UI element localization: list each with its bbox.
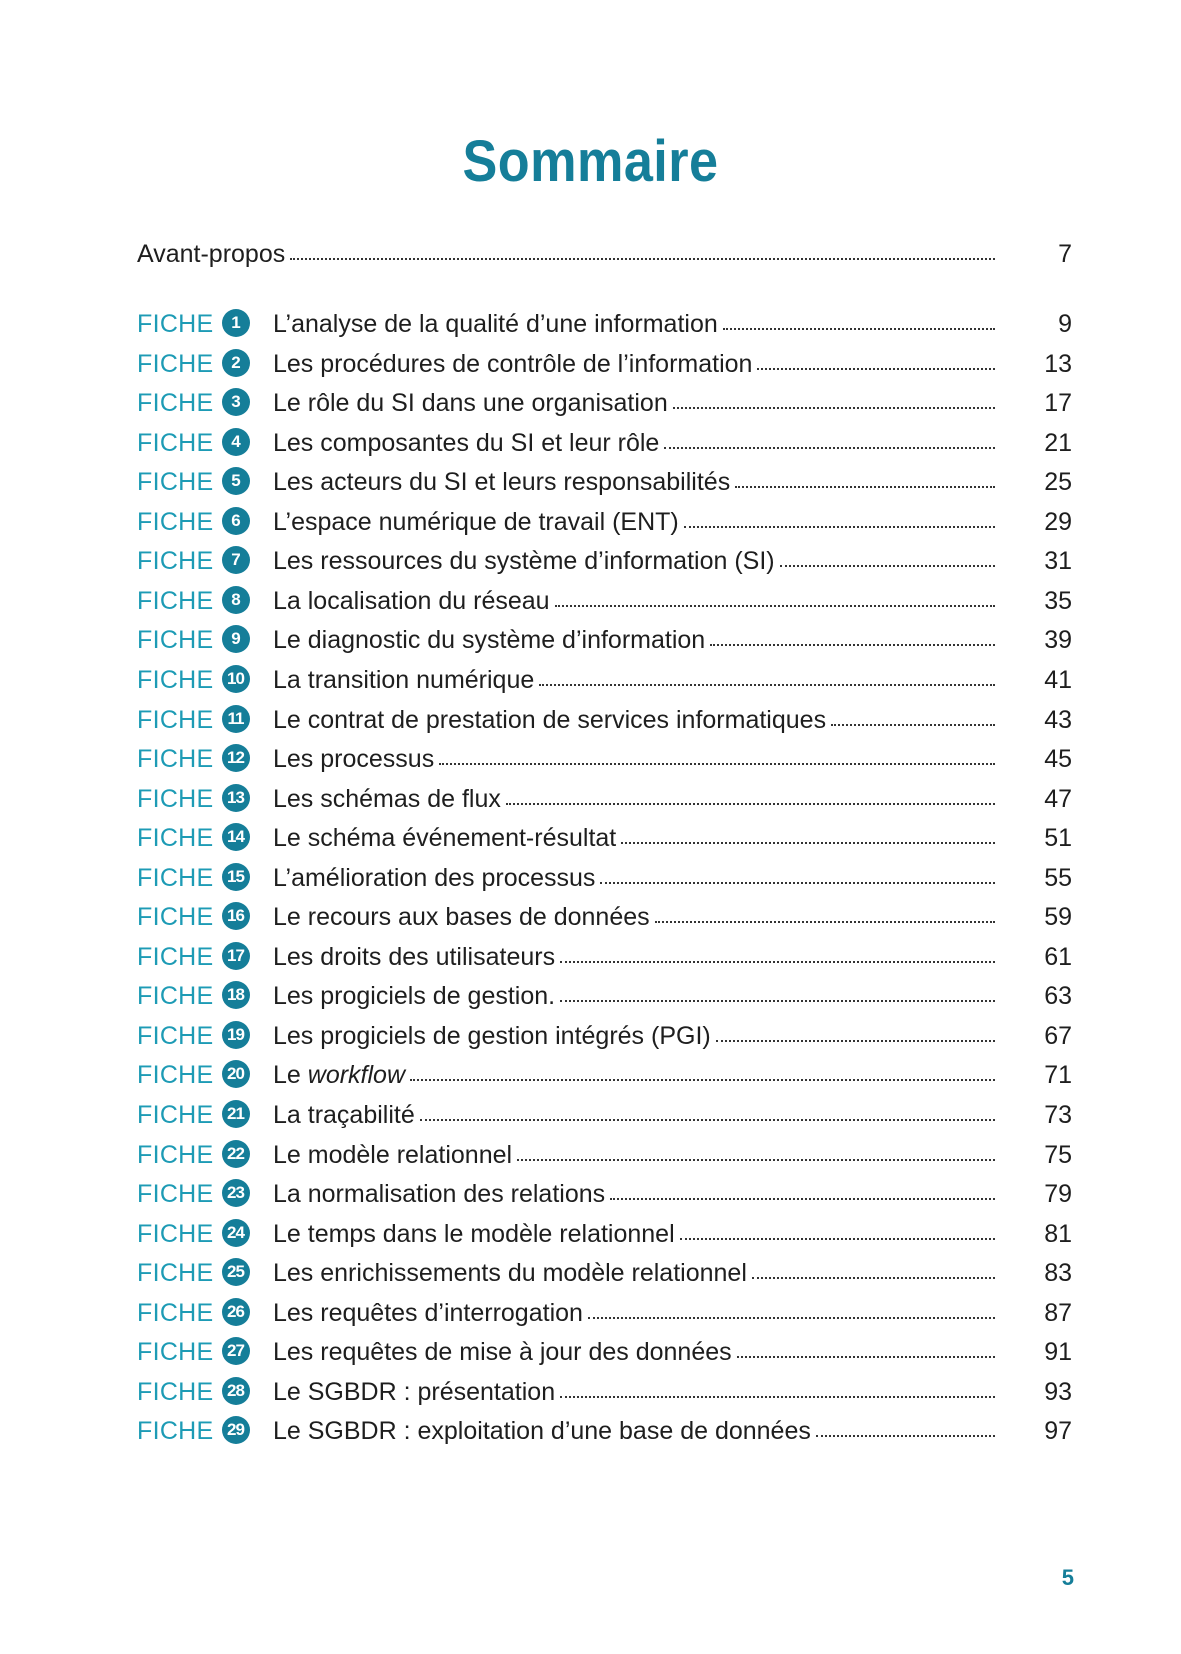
foreword-page-number: 7: [1058, 240, 1072, 268]
dot-leader: [555, 604, 995, 607]
entry-title: Les ressources du système d’information (SI): [273, 547, 775, 575]
entry-page-number: 17: [1044, 389, 1072, 417]
entry-page-number: 47: [1044, 785, 1072, 813]
entry-title-prefix: Le: [273, 1061, 308, 1089]
fiche-number-badge: 20: [222, 1060, 250, 1088]
dot-leader: [831, 723, 995, 726]
fiche-tag: [137, 623, 273, 657]
fiche-tag: [137, 742, 273, 776]
entry-page-number: 21: [1044, 429, 1072, 457]
page-title: Sommaire: [462, 129, 719, 194]
fiche-number-badge: 10: [222, 665, 250, 693]
toc-entry-fiche-13[interactable]: [137, 782, 1072, 816]
fiche-number-badge: 28: [222, 1377, 250, 1405]
entry-page-number: 45: [1044, 745, 1072, 773]
dot-leader: [539, 683, 995, 686]
entry-title: L’espace numérique de travail (ENT): [273, 508, 679, 536]
toc-entry-fiche-1[interactable]: [137, 307, 1072, 341]
entry-page-number: 81: [1044, 1220, 1072, 1248]
fiche-tag: [137, 544, 273, 578]
toc-entry-fiche-18[interactable]: [137, 979, 1072, 1013]
dot-leader: [757, 367, 995, 370]
fiche-label: FICHE: [137, 982, 214, 1010]
entry-title: [273, 1058, 405, 1092]
dot-leader: [560, 1395, 995, 1398]
fiche-label: FICHE: [137, 1061, 214, 1089]
fiche-tag: [137, 386, 273, 420]
dot-leader: [680, 1237, 995, 1240]
entry-page-number: 71: [1044, 1061, 1072, 1089]
fiche-label: FICHE: [137, 903, 214, 931]
fiche-label: FICHE: [137, 468, 214, 496]
fiche-tag: [137, 1217, 273, 1251]
fiche-label: FICHE: [137, 824, 214, 852]
fiche-tag: [137, 465, 273, 499]
entry-page-number: 59: [1044, 903, 1072, 931]
entry-title: Le schéma événement-résultat: [273, 824, 617, 852]
fiche-tag: [137, 1335, 273, 1369]
fiche-number-badge: 2: [222, 349, 250, 377]
fiche-label: FICHE: [137, 1378, 214, 1406]
fiche-number-badge: 18: [222, 981, 250, 1009]
entry-page-number: 25: [1044, 468, 1072, 496]
fiche-tag: [137, 1138, 273, 1172]
fiche-label: FICHE: [137, 429, 214, 457]
toc-entry-fiche-11[interactable]: [137, 703, 1072, 737]
dot-leader: [600, 881, 995, 884]
dot-leader: [439, 762, 995, 765]
toc-entry-fiche-10[interactable]: [137, 663, 1072, 697]
fiche-tag: [137, 347, 273, 381]
fiche-number-badge: 15: [222, 863, 250, 891]
entry-title: Le rôle du SI dans une organisation: [273, 389, 668, 417]
fiche-number-badge: 7: [222, 546, 250, 574]
entry-page-number: 87: [1044, 1299, 1072, 1327]
fiche-label: FICHE: [137, 864, 214, 892]
fiche-tag: [137, 1019, 273, 1053]
fiche-number-badge: 25: [222, 1258, 250, 1286]
toc-entry-fiche-22[interactable]: [137, 1138, 1072, 1172]
dot-leader: [290, 257, 995, 260]
fiche-tag: [137, 584, 273, 618]
entry-title: Les requêtes d’interrogation: [273, 1299, 583, 1327]
dot-leader: [664, 446, 995, 449]
fiche-tag: [137, 1375, 273, 1409]
fiche-tag: [137, 900, 273, 934]
fiche-label: FICHE: [137, 666, 214, 694]
dot-leader: [723, 327, 995, 330]
fiche-number-badge: 16: [222, 902, 250, 930]
fiche-label: FICHE: [137, 587, 214, 615]
entry-title: La transition numérique: [273, 666, 535, 694]
toc-entry-fiche-26[interactable]: [137, 1296, 1072, 1330]
entry-page-number: 41: [1044, 666, 1072, 694]
fiche-number-badge: 12: [222, 744, 250, 772]
toc-entry-fiche-29[interactable]: [137, 1414, 1072, 1448]
fiche-number-badge: 3: [222, 388, 250, 416]
toc-entry-fiche-25[interactable]: [137, 1256, 1072, 1290]
dot-leader: [610, 1197, 995, 1200]
folio-page-number: 5: [1061, 1565, 1074, 1590]
fiche-label: FICHE: [137, 1338, 214, 1366]
toc-entry-fiche-19[interactable]: [137, 1019, 1072, 1053]
toc-entry-fiche-6[interactable]: [137, 505, 1072, 539]
entry-title: La traçabilité: [273, 1101, 415, 1129]
entry-page-number: 29: [1044, 508, 1072, 536]
entry-title: Les droits des utilisateurs: [273, 943, 556, 971]
fiche-number-badge: 19: [222, 1021, 250, 1049]
fiche-label: FICHE: [137, 1417, 214, 1445]
toc-entry-fiche-3[interactable]: [137, 386, 1072, 420]
entry-page-number: 61: [1044, 943, 1072, 971]
fiche-label: FICHE: [137, 745, 214, 773]
fiche-tag: [137, 782, 273, 816]
dot-leader: [517, 1158, 995, 1161]
fiche-label: FICHE: [137, 785, 214, 813]
dot-leader: [737, 1355, 995, 1358]
dot-leader: [816, 1434, 995, 1437]
entry-title: Les processus: [273, 745, 435, 773]
fiche-tag: [137, 1177, 273, 1211]
fiche-number-badge: 23: [222, 1179, 250, 1207]
fiche-label: FICHE: [137, 1141, 214, 1169]
entry-title: Les schémas de flux: [273, 785, 501, 813]
entry-title: Le recours aux bases de données: [273, 903, 650, 931]
toc-entry-fiche-20[interactable]: [137, 1058, 1072, 1092]
fiche-number-badge: 24: [222, 1219, 250, 1247]
entry-title: Le contrat de prestation de services informatiques: [273, 706, 827, 734]
fiche-tag: [137, 1098, 273, 1132]
toc-entry-fiche-9[interactable]: [137, 623, 1072, 657]
entry-page-number: 13: [1044, 350, 1072, 378]
fiche-number-badge: 26: [222, 1298, 250, 1326]
entry-title: Le SGBDR : présentation: [273, 1378, 556, 1406]
toc-entry-fiche-7[interactable]: [137, 544, 1072, 578]
fiche-number-badge: 13: [222, 784, 250, 812]
fiche-label: FICHE: [137, 706, 214, 734]
fiche-tag: [137, 505, 273, 539]
toc-entry-fiche-12[interactable]: [137, 742, 1072, 776]
entry-page-number: 67: [1044, 1022, 1072, 1050]
entry-page-number: 97: [1044, 1417, 1072, 1445]
foreword-entry[interactable]: [137, 237, 1072, 271]
entry-page-number: 63: [1044, 982, 1072, 1010]
fiche-tag: [137, 940, 273, 974]
fiche-number-badge: 14: [222, 823, 250, 851]
entry-title: Le temps dans le modèle relationnel: [273, 1220, 675, 1248]
fiche-label: FICHE: [137, 1220, 214, 1248]
dot-leader: [780, 564, 995, 567]
fiche-label: FICHE: [137, 350, 214, 378]
toc-entry-fiche-17[interactable]: [137, 940, 1072, 974]
fiche-tag: [137, 1414, 273, 1448]
entry-page-number: 39: [1044, 626, 1072, 654]
fiche-tag: [137, 703, 273, 737]
fiche-number-badge: 8: [222, 586, 250, 614]
entry-page-number: 51: [1044, 824, 1072, 852]
entry-title: Le modèle relationnel: [273, 1141, 513, 1169]
entry-page-number: 31: [1044, 547, 1072, 575]
foreword-title: Avant-propos: [137, 240, 286, 268]
dot-leader: [655, 920, 995, 923]
dot-leader: [710, 643, 995, 646]
fiche-number-badge: 4: [222, 428, 250, 456]
entry-title: Les composantes du SI et leur rôle: [273, 429, 660, 457]
fiche-label: FICHE: [137, 943, 214, 971]
toc-entry-fiche-28[interactable]: [137, 1375, 1072, 1409]
dot-leader: [673, 406, 995, 409]
entry-page-number: 79: [1044, 1180, 1072, 1208]
fiche-number-badge: 6: [222, 507, 250, 535]
dot-leader: [506, 802, 995, 805]
dot-leader: [560, 960, 995, 963]
toc-entry-fiche-5[interactable]: [137, 465, 1072, 499]
entry-page-number: 93: [1044, 1378, 1072, 1406]
fiche-label: FICHE: [137, 626, 214, 654]
entry-title: L’analyse de la qualité d’une information: [273, 310, 718, 338]
fiche-tag: [137, 1296, 273, 1330]
entry-title: Les progiciels de gestion intégrés (PGI): [273, 1022, 711, 1050]
fiche-tag: [137, 979, 273, 1013]
toc-entry-fiche-21[interactable]: [137, 1098, 1072, 1132]
fiche-number-badge: 1: [222, 309, 250, 337]
entry-title: Le SGBDR : exploitation d’une base de données: [273, 1417, 811, 1445]
fiche-tag: [137, 663, 273, 697]
dot-leader: [410, 1078, 995, 1081]
entry-page-number: 9: [1058, 310, 1072, 338]
dot-leader: [752, 1276, 995, 1279]
entry-page-number: 91: [1044, 1338, 1072, 1366]
toc-entry-fiche-4[interactable]: [137, 426, 1072, 460]
fiche-number-badge: 21: [222, 1100, 250, 1128]
fiche-label: FICHE: [137, 389, 214, 417]
fiche-number-badge: 27: [222, 1337, 250, 1365]
fiche-tag: [137, 426, 273, 460]
fiche-label: FICHE: [137, 1022, 214, 1050]
entry-page-number: 55: [1044, 864, 1072, 892]
entry-title-italic: workflow: [307, 1061, 406, 1089]
fiche-tag: [137, 821, 273, 855]
entry-title: L’amélioration des processus: [273, 864, 596, 892]
entry-title: La normalisation des relations: [273, 1180, 606, 1208]
toc-entry-fiche-27[interactable]: [137, 1335, 1072, 1369]
fiche-label: FICHE: [137, 547, 214, 575]
fiche-number-badge: 11: [222, 705, 250, 733]
fiche-label: FICHE: [137, 508, 214, 536]
entry-page-number: 73: [1044, 1101, 1072, 1129]
fiche-tag: [137, 307, 273, 341]
entry-title: La localisation du réseau: [273, 587, 550, 615]
entry-title: Les procédures de contrôle de l’information: [273, 350, 753, 378]
entry-title: Les acteurs du SI et leurs responsabilités: [273, 468, 731, 496]
dot-leader: [420, 1118, 995, 1121]
toc-entry-fiche-24[interactable]: [137, 1217, 1072, 1251]
fiche-tag: [137, 1058, 273, 1092]
fiche-number-badge: 17: [222, 942, 250, 970]
entry-title: Les enrichissements du modèle relationnel: [273, 1259, 747, 1287]
entry-page-number: 83: [1044, 1259, 1072, 1287]
toc-entry-fiche-8[interactable]: [137, 584, 1072, 618]
fiche-label: FICHE: [137, 310, 214, 338]
dot-leader: [716, 1039, 995, 1042]
fiche-number-badge: 5: [222, 467, 250, 495]
fiche-tag: [137, 861, 273, 895]
fiche-number-badge: 29: [222, 1416, 250, 1444]
dot-leader: [588, 1316, 995, 1319]
fiche-label: FICHE: [137, 1259, 214, 1287]
fiche-label: FICHE: [137, 1180, 214, 1208]
toc-entry-fiche-16[interactable]: [137, 900, 1072, 934]
dot-leader: [621, 841, 995, 844]
toc-entry-fiche-2[interactable]: [137, 347, 1072, 381]
toc-entry-fiche-23[interactable]: [137, 1177, 1072, 1211]
entry-title: Les progiciels de gestion.: [273, 982, 556, 1010]
entry-page-number: 75: [1044, 1141, 1072, 1169]
entry-page-number: 43: [1044, 706, 1072, 734]
fiche-label: FICHE: [137, 1101, 214, 1129]
dot-leader: [735, 485, 995, 488]
entry-title: Le diagnostic du système d’information: [273, 626, 706, 654]
toc-entry-fiche-15[interactable]: [137, 861, 1072, 895]
dot-leader: [684, 525, 995, 528]
toc-entry-fiche-14[interactable]: [137, 821, 1072, 855]
entry-page-number: 35: [1044, 587, 1072, 615]
dot-leader: [560, 999, 995, 1002]
fiche-number-badge: 22: [222, 1140, 250, 1168]
fiche-tag: [137, 1256, 273, 1290]
fiche-number-badge: 9: [222, 625, 250, 653]
entry-title: Les requêtes de mise à jour des données: [273, 1338, 732, 1366]
fiche-label: FICHE: [137, 1299, 214, 1327]
